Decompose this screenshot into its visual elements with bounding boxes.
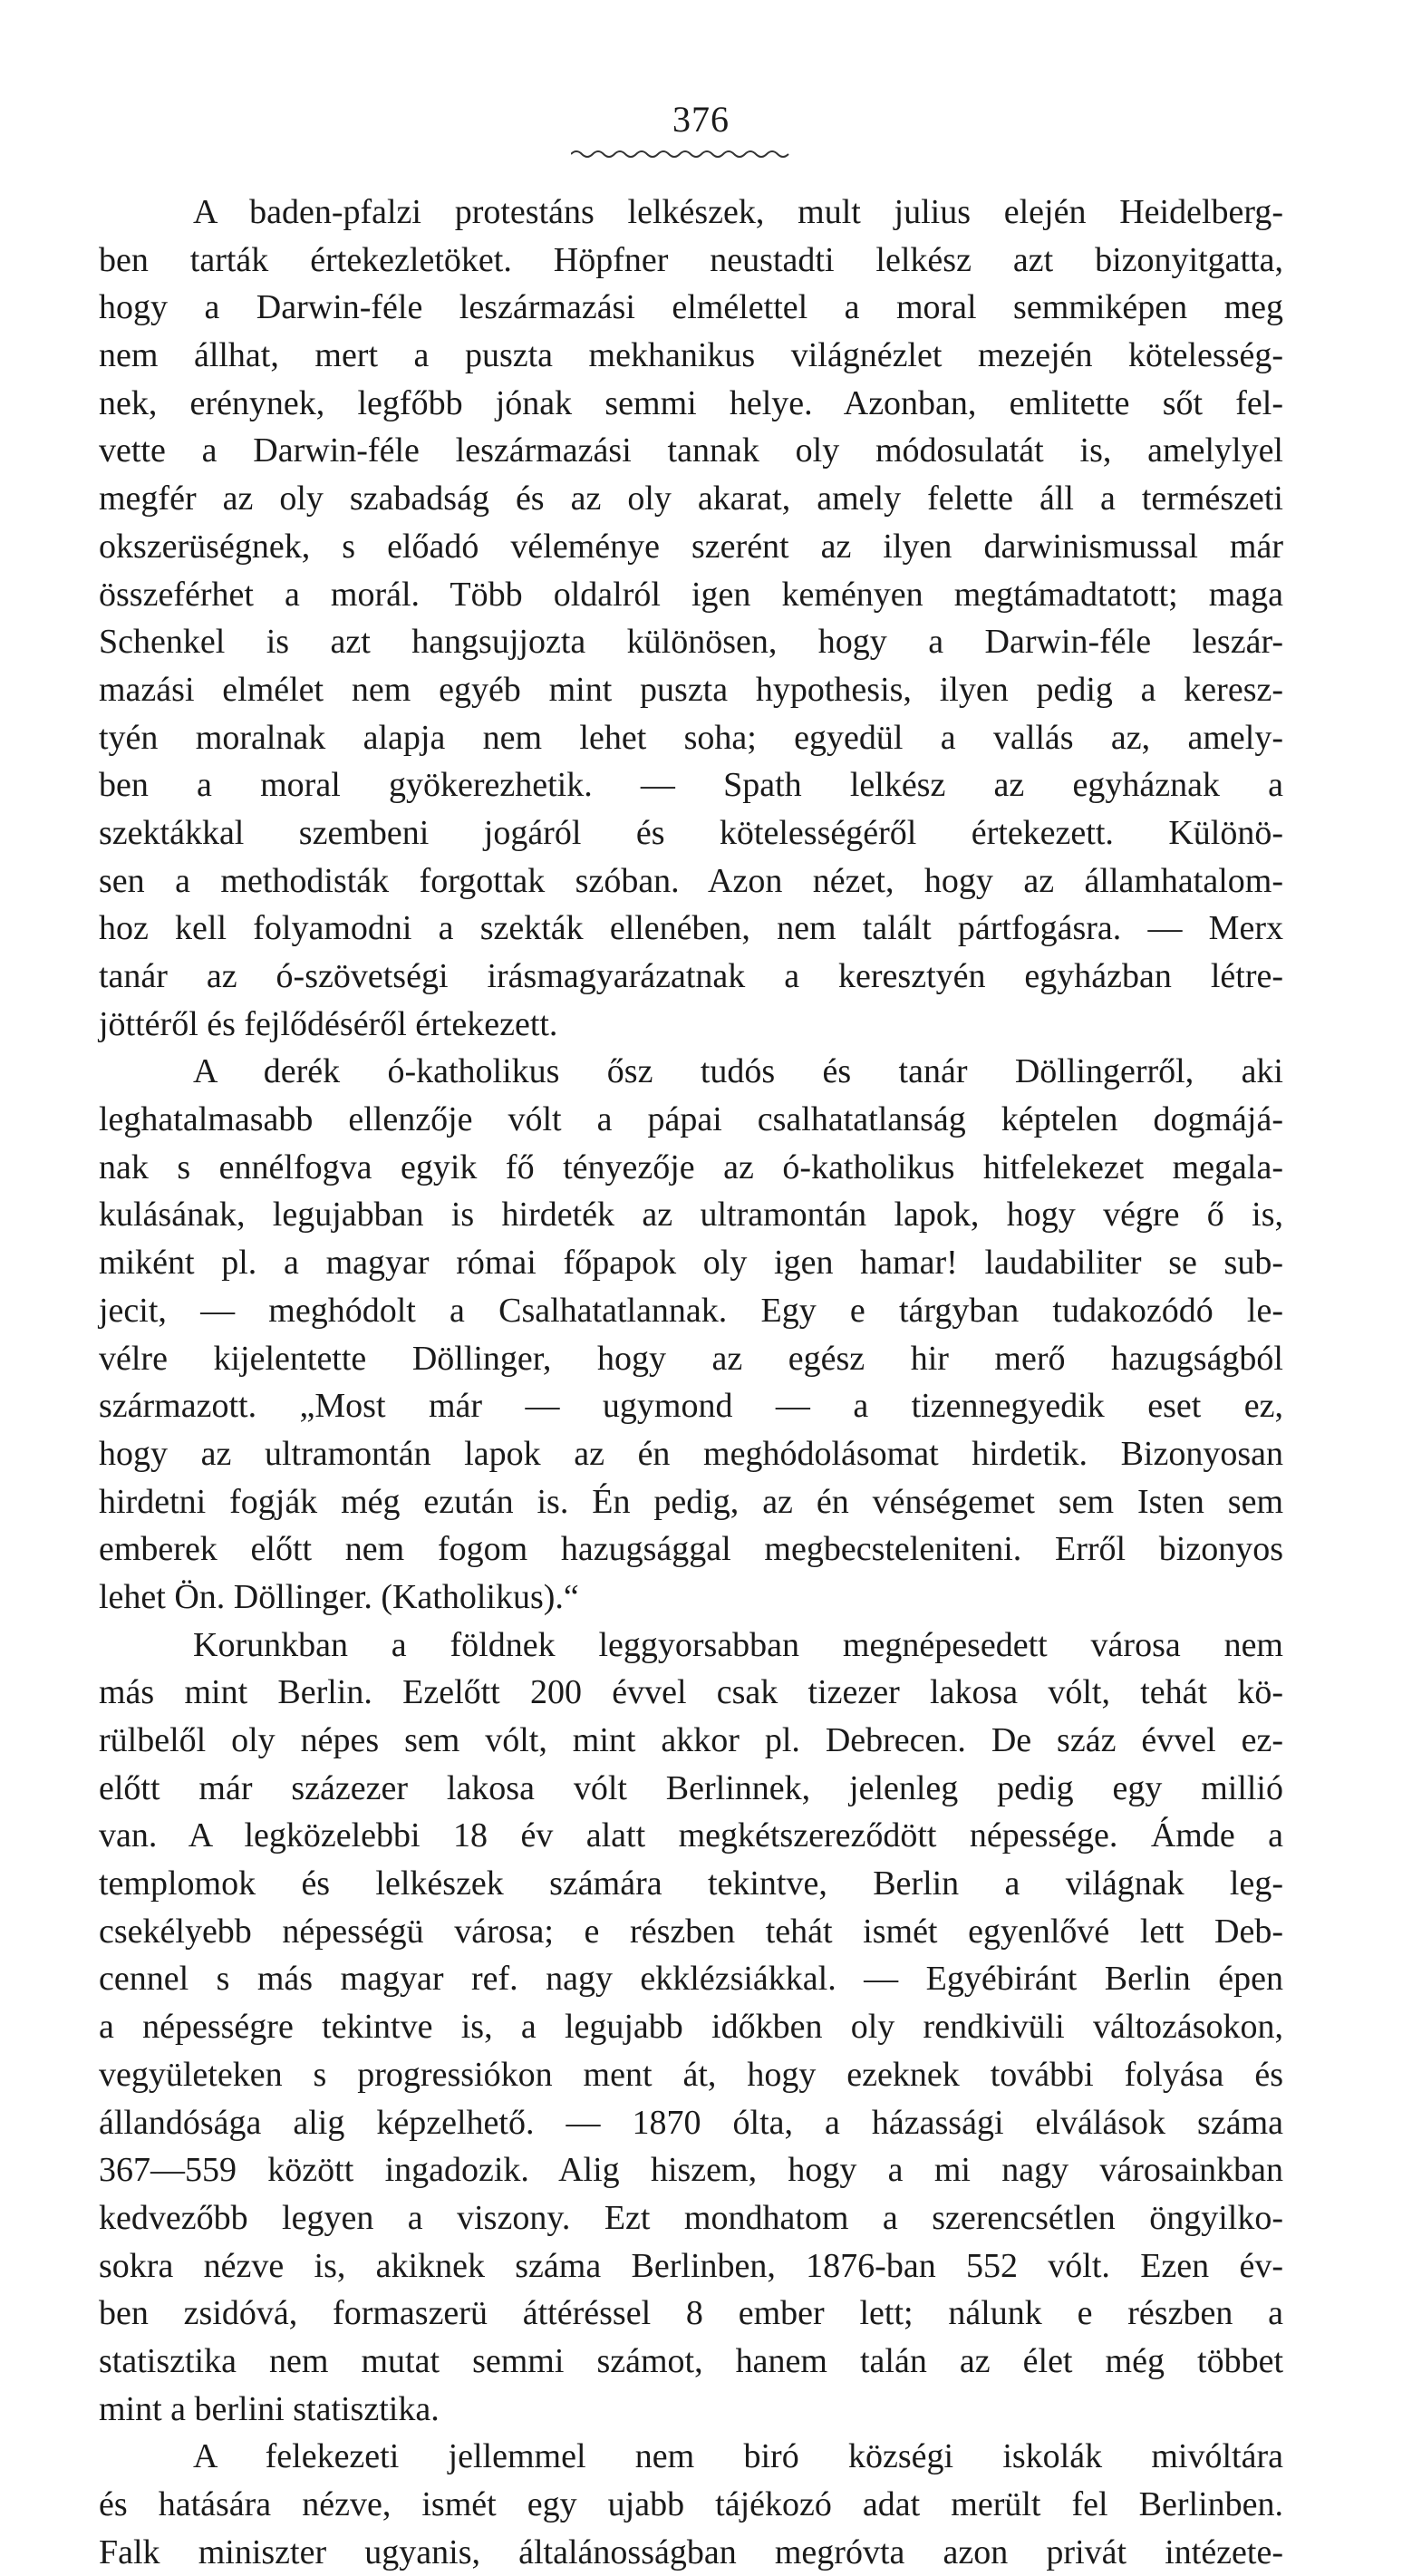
text-line-content: templomok és lelkészek számára tekintve, Berlin a világnak leg- [99, 1864, 1283, 1903]
text-line [99, 1001, 1283, 1049]
text-line [99, 761, 1283, 809]
text-line [99, 2290, 1283, 2338]
text-line [99, 1860, 1283, 1908]
text-line [99, 1382, 1283, 1430]
text-line [99, 332, 1283, 380]
text-line [99, 189, 1283, 237]
text-line [99, 571, 1283, 619]
text-line-content: miként pl. a magyar római főpapok oly igen hamar! laudabiliter se sub- [99, 1244, 1283, 1283]
text-line [99, 2003, 1283, 2051]
text-line [99, 2146, 1283, 2194]
text-line-content: megfér az oly szabadság és az oly akarat, amely felette áll a természeti [99, 479, 1283, 518]
text-line-content: 367—559 között ingadozik. Alig hiszem, hogy a mi nagy városainkban [99, 2151, 1283, 2190]
text-line-content: vette a Darwin-féle leszármazási tannak oly módosulatát is, amelylyel [99, 431, 1283, 470]
text-line [99, 2386, 1283, 2434]
text-line [99, 523, 1283, 571]
text-line-content: van. A legközelebbi 18 év alatt megkétszereződött népessége. Ámde a [99, 1816, 1283, 1855]
text-line-content: hogy az ultramontán lapok az én meghódolásomat hirdetik. Bizonyosan [99, 1434, 1283, 1473]
text-line-content: nem állhat, mert a puszta mekhanikus világnézlet mezején kötelesség- [99, 336, 1283, 375]
text-line [99, 2433, 1283, 2481]
text-line-content: cennel s más magyar ref. nagy ekklézsiákkal. — Egyébiránt Berlin épen [99, 1960, 1283, 1999]
text-line-content: mazási elmélet nem egyéb mint puszta hypothesis, ilyen pedig a keresz- [99, 670, 1283, 709]
text-line-content: kulásának, legujabban is hirdeték az ultramontán lapok, hogy végre ő is, [99, 1196, 1283, 1235]
text-line [99, 1669, 1283, 1717]
text-line-content: hogy a Darwin-féle leszármazási elmélettel a moral semmiképen meg [99, 288, 1283, 327]
text-line-content: A baden-pfalzi protestáns lelkészek, mult julius elején Heidelberg- [193, 193, 1283, 231]
text-line-content: a népességre tekintve is, a legujabb időkben oly rendkivüli változásokon, [99, 2008, 1283, 2047]
text-line-content: nak s ennélfogva egyik fő tényezője az ó-katholikus hitfelekezet megala- [99, 1148, 1283, 1186]
text-line-content: A derék ó-katholikus ősz tudós és tanár Döllingerről, aki [193, 1052, 1283, 1091]
article-body [99, 189, 1283, 2576]
text-line-content: hoz kell folyamodni a szekták ellenében, nem talált pártfogásra. — Merx [99, 909, 1283, 948]
text-line [99, 475, 1283, 523]
text-line [99, 284, 1283, 332]
text-line-content: csekélyebb népességü városa; e részben tehát ismét egyenlővé lett Deb- [99, 1912, 1283, 1951]
text-line [99, 1955, 1283, 2003]
text-line-content: nek, erénynek, legfőbb jónak semmi helye. Azonban, emlitette sőt fel- [99, 383, 1283, 422]
text-line [99, 1191, 1283, 1239]
text-line-content: Schenkel is azt hangsujjozta különösen, hogy a Darwin-féle leszár- [99, 623, 1283, 662]
text-line-content: statisztika nem mutat semmi számot, hanem talán az élet még többet [99, 2341, 1283, 2380]
text-line [99, 2051, 1283, 2099]
text-line-content: tanár az ó-szövetségi irásmagyarázatnak a keresztyén egyházban létre- [99, 957, 1283, 995]
text-line-content: sokra nézve is, akiknek száma Berlinben, 1876-ban 552 vólt. Ezen év- [99, 2246, 1283, 2285]
text-line [99, 1812, 1283, 1860]
text-line [99, 427, 1283, 475]
text-line-content: okszerüségnek, s előadó véleménye szerént az ilyen darwinismussal már [99, 527, 1283, 566]
text-line-content: rülbelől oly népes sem vólt, mint akkor pl. Debrecen. De száz évvel ez- [99, 1721, 1283, 1759]
ornament-divider [571, 147, 798, 165]
text-line [99, 237, 1283, 285]
text-line-content: ben tarták értekezletöket. Höpfner neustadti lelkész azt bizonyitgatta, [99, 240, 1283, 279]
text-line-content: vélre kijelentette Döllinger, hogy az egész hir merő hazugságból [99, 1339, 1283, 1378]
text-line [99, 666, 1283, 714]
text-line-content: vegyületeken s progressiókon ment át, hogy ezeknek további folyása és [99, 2055, 1283, 2094]
text-line [99, 1239, 1283, 1287]
text-line-content: előtt már százezer lakosa vólt Berlinnek, jelenleg pedig egy millió [99, 1768, 1283, 1807]
text-line-content: jöttéről és fejlődéséről értekezett. [99, 1004, 558, 1043]
text-line-content: állandósága alig képzelhető. — 1870 ólta, a házassági elválások száma [99, 2103, 1283, 2142]
text-line-content: emberek előtt nem fogom hazugsággal megbecsteleniteni. Erről bizonyos [99, 1530, 1283, 1569]
text-line [99, 1908, 1283, 1956]
text-line-content: A felekezeti jellemmel nem biró községi iskolák mivóltára [193, 2437, 1283, 2476]
text-line-content: ben a moral gyökerezhetik. — Spath lelkész az egyháznak a [99, 766, 1283, 805]
text-line [99, 2529, 1283, 2576]
text-line [99, 380, 1283, 428]
text-line [99, 1287, 1283, 1335]
text-line-content: összeférhet a morál. Több oldalról igen keményen megtámadtatott; maga [99, 575, 1283, 614]
text-line-content: szektákkal szembeni jogáról és kötelességéről értekezett. Különö- [99, 813, 1283, 852]
text-line-content: tyén moralnak alapja nem lehet soha; egyedül a vallás az, amely- [99, 718, 1283, 757]
text-line [99, 2099, 1283, 2147]
text-line [99, 2242, 1283, 2290]
text-line [99, 2194, 1283, 2242]
text-line [99, 1525, 1283, 1574]
text-line-content: hirdetni fogják még ezután is. Én pedig, az én vénségemet sem Isten sem [99, 1482, 1283, 1521]
text-line-content: lehet Ön. Döllinger. (Katholikus).“ [99, 1577, 579, 1616]
text-line-content: leghatalmasabb ellenzője vólt a pápai csalhatatlanság képtelen dogmájá- [99, 1100, 1283, 1139]
text-line-content: Korunkban a földnek leggyorsabban megnépesedett városa nem [193, 1625, 1283, 1664]
text-line-content: kedvezőbb legyen a viszony. Ezt mondhatom a szerencsétlen öngyilko- [99, 2198, 1283, 2237]
text-line [99, 1717, 1283, 1765]
text-line [99, 618, 1283, 666]
text-line [99, 1096, 1283, 1144]
text-line-content: és hatására nézve, ismét egy ujabb tájékozó adat merült fel Berlinben. [99, 2485, 1283, 2523]
text-line [99, 1430, 1283, 1478]
text-line [99, 857, 1283, 905]
text-line-content: mint a berlini statisztika. [99, 2389, 440, 2428]
text-line [99, 1765, 1283, 1813]
text-line-content: ben zsidóvá, formaszerü áttéréssel 8 ember lett; nálunk e részben a [99, 2294, 1283, 2333]
text-line [99, 905, 1283, 953]
text-line [99, 1622, 1283, 1670]
text-line [99, 809, 1283, 857]
text-line [99, 953, 1283, 1001]
text-line-content: Falk miniszter ugyanis, általánosságban megróvta azon privát intézete- [99, 2532, 1283, 2571]
text-line [99, 1144, 1283, 1192]
text-line [99, 1478, 1283, 1526]
text-line-content: sen a methodisták forgottak szóban. Azon nézet, hogy az államhatalom- [99, 861, 1283, 900]
text-line [99, 2338, 1283, 2386]
text-line-content: jecit, — meghódolt a Csalhatatlannak. Egy e tárgyban tudakozódó le- [99, 1291, 1283, 1330]
text-line-content: más mint Berlin. Ezelőtt 200 évvel csak tizezer lakosa vólt, tehát kö- [99, 1673, 1283, 1712]
text-line [99, 2481, 1283, 2529]
text-line [99, 1048, 1283, 1096]
text-line-content: származott. „Most már — ugymond — a tizennegyedik eset ez, [99, 1387, 1283, 1426]
text-line [99, 714, 1283, 762]
text-line [99, 1335, 1283, 1383]
text-line [99, 1574, 1283, 1622]
page-number: 376 [672, 99, 730, 140]
